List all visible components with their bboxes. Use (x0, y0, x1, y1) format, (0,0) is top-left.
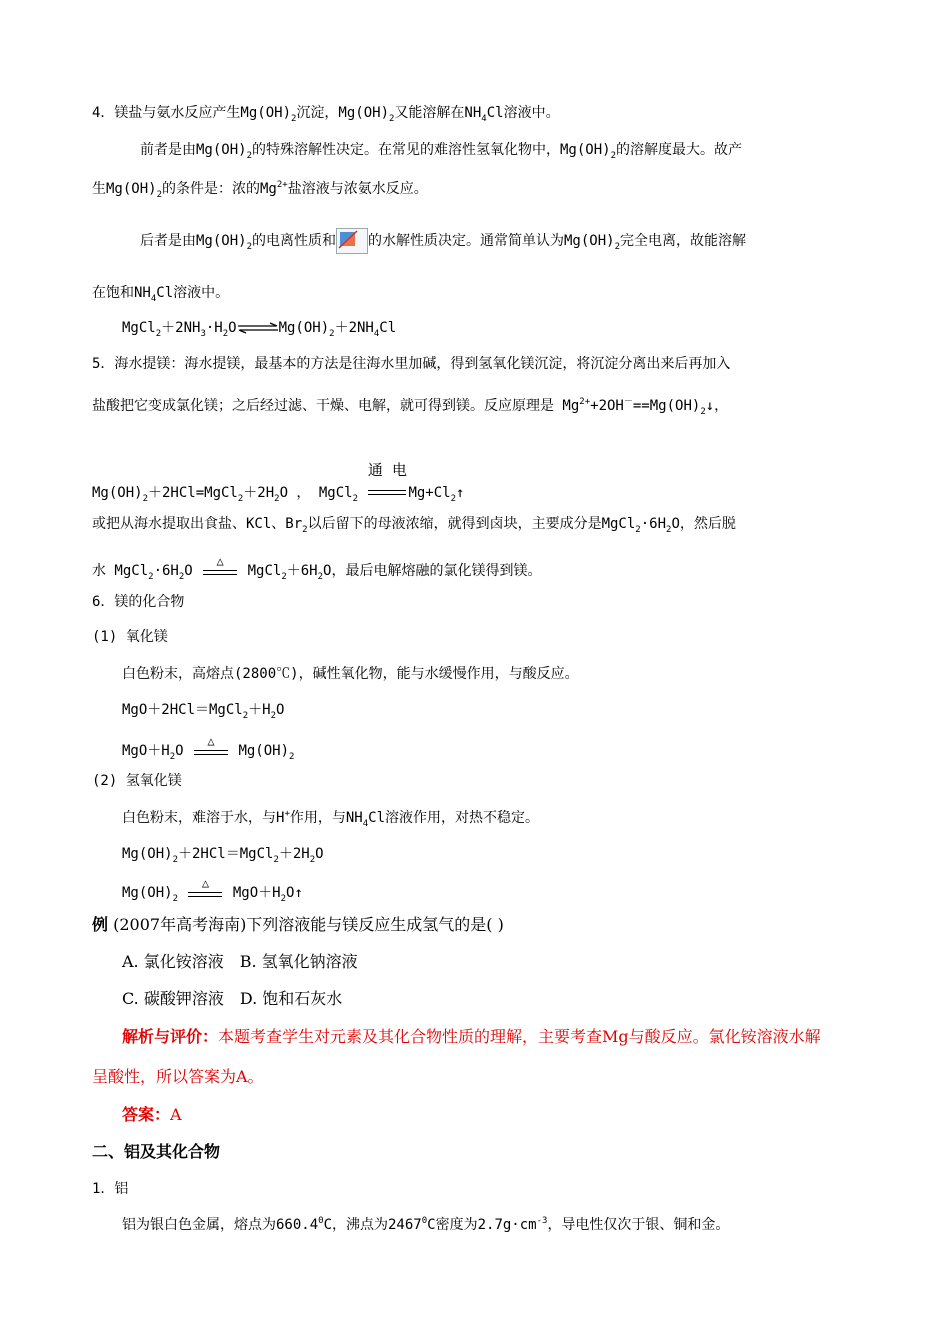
option-a: A. 氯化铵溶液 (122, 952, 224, 971)
equation-dehydration: 水 $MgCl_2\cdot 6H_2O$ △ $MgCl_2+6H_2O$，最后电解熔融的氯化镁得到镁。 (92, 554, 542, 582)
equation-electrolysis: $Mg(OH)_2+2HCl=MgCl_2+2H_2O$ ， MgCl$_2$ 通 电 $Mg+Cl_2↑$ (92, 461, 465, 504)
heat-condition: △ (186, 875, 224, 901)
options-row-1 (122, 952, 358, 972)
equation-line: $Mg(OH)_2$ △ $MgO+H_2O↑$ (122, 876, 303, 904)
heat-condition: △ (201, 553, 239, 579)
option-c: C. 碳酸钾溶液 (122, 989, 224, 1008)
paragraph-line: 或把从海水提取出食盐、KCl、$Br_2$以后留下的母液浓缩，就得到卤块，主要成分是$MgCl_2\cdot 6H_2O$，然后脱 (92, 516, 736, 535)
heat-condition: △ (192, 733, 230, 759)
paragraph-line: 白色粉末，难溶于水，与H+作用，与$NH_4Cl$溶液作用，对热不稳定。 (122, 809, 539, 829)
equation-line: $Mg(OH)_2+2HCl=MgCl_2+2H_2O$ (122, 846, 324, 865)
paragraph-line: 后者是由$Mg(OH)_2$的电离性质和 的水解性质决定。通常简单认为$Mg(OH)_2$完全电离，故能溶解 (140, 228, 746, 254)
answer-line: 答案：A (122, 1105, 182, 1124)
paragraph-line: 盐酸把它变成氯化镁；之后经过滤、干燥、电解，就可得到镁。反应原理是 $Mg^{2+}+2OH^-==Mg(OH)_2↓$， (92, 397, 729, 417)
analysis-line-1: 解析与评价：本题考查学生对元素及其化合物性质的理解，主要考查Mg与酸反应。氯化铵溶液水解 (122, 1027, 821, 1046)
section-5-title: 5．海水提镁：海水提镁，最基本的方法是往海水里加碱，得到氢氧化镁沉淀，将沉淀分离出来后再加入 (92, 356, 731, 372)
broken-image-icon (336, 228, 368, 254)
paragraph-line: 铝为银白色金属，熔点为660.4$^0$C，沸点为2467$^0$C密度为$2.7g\cdot cm^{-3}$，导电性仅次于银、铜和金。 (122, 1216, 730, 1233)
paragraph-line: 前者是由$Mg(OH)_2$的特殊溶解性决定。在常见的难溶性氢氧化物中，$Mg(OH)_2$的溶解度最大。故产 (140, 142, 742, 161)
example-question: 例 (2007年高考海南)下列溶液能与镁反应生成氢气的是( ) (92, 915, 504, 934)
option-d: D. 饱和石灰水 (239, 989, 343, 1008)
equation-line: $MgO+H_2O$ △ $Mg(OH)_2$ (122, 734, 295, 762)
subheading-aluminum: 1．铝 (92, 1181, 129, 1197)
section-6-title: 6．镁的化合物 (92, 594, 185, 610)
reversible-arrow-icon (237, 322, 279, 334)
paragraph-line: 在饱和$NH_4Cl$溶液中。 (92, 285, 230, 304)
electrolysis-condition: 通 电 (366, 466, 408, 500)
analysis-line-2: 呈酸性，所以答案为A。 (92, 1067, 264, 1086)
paragraph-line: 白色粉末，高熔点(2800℃)，碱性氧化物，能与水缓慢作用，与酸反应。 (122, 666, 579, 682)
section-aluminum-title: 二、铝及其化合物 (92, 1142, 221, 1161)
subheading-magnesium-hydroxide: (2) 氢氧化镁 (92, 773, 182, 789)
paragraph-line: 生$Mg(OH)_2$的条件是：浓的$Mg^{2+}$盐溶液与浓氨水反应。 (92, 180, 428, 200)
equation-line: $MgO+2HCl=MgCl_2+H_2O$ (122, 702, 285, 721)
subheading-magnesium-oxide: (1) 氧化镁 (92, 629, 168, 645)
section-4-title: 4．镁盐与氨水反应产生$Mg(OH)_2$沉淀，$Mg(OH)_2$又能溶解在$NH_4Cl$溶液中。 (92, 105, 560, 124)
options-row-2 (122, 989, 342, 1009)
option-b: B. 氢氧化钠溶液 (239, 952, 358, 971)
equation-reversible: $MgCl_2+2NH_3\cdot H_2O$ $Mg(OH)_2+2NH_4Cl$ (122, 320, 397, 339)
